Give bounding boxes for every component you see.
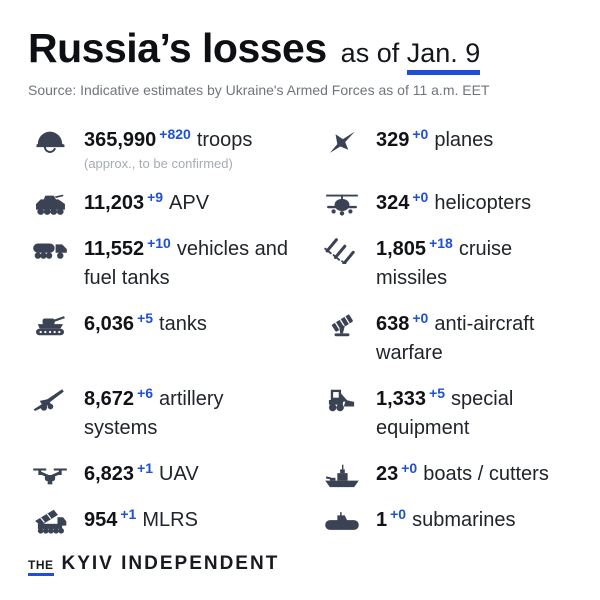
stat-text (376, 460, 588, 489)
uav-icon (28, 460, 72, 489)
stat-text (84, 460, 296, 489)
stat-item-cruise-missiles (320, 235, 588, 293)
stat-value: 6,823 (84, 463, 135, 485)
stat-delta: +1 (137, 460, 154, 476)
stat-label: special equipment (376, 388, 514, 439)
fighter-jet-icon (320, 126, 364, 155)
stat-label: helicopters (434, 192, 532, 214)
stat-delta: +18 (429, 235, 453, 251)
stat-item-submarines (320, 506, 588, 535)
stat-value: 954 (84, 509, 118, 531)
stat-label: UAV (159, 463, 199, 485)
source-text: Source: Indicative estimates by Ukraine's Armed Forces as of 11 a.m. EET (28, 82, 490, 98)
stat-label: tanks (159, 313, 207, 335)
stat-item-tanks (28, 310, 320, 368)
stat-delta: +0 (412, 126, 429, 142)
stat-label: submarines (412, 509, 516, 531)
stat-label: artillery systems (84, 388, 224, 439)
stat-delta: +10 (147, 235, 171, 251)
boat-icon (320, 460, 364, 489)
fuel-truck-icon (28, 235, 72, 264)
cruise-missiles-icon (320, 235, 364, 264)
brand-the: THE (28, 558, 54, 576)
brand-logo (28, 553, 588, 576)
artillery-icon (28, 385, 72, 414)
stat-value: 11,203 (84, 192, 145, 214)
mlrs-icon (28, 506, 72, 535)
stat-text (376, 126, 588, 155)
stat-text (84, 189, 296, 218)
stat-text (84, 506, 296, 535)
as-of-text (341, 38, 481, 69)
special-equipment-icon (320, 385, 364, 414)
page-title: Russia’s losses (28, 25, 327, 71)
stat-delta: +1 (120, 506, 137, 522)
stat-item-anti-aircraft (320, 310, 588, 368)
stats-grid (28, 126, 588, 535)
stat-value: 1 (376, 509, 388, 531)
stat-label: APV (169, 192, 210, 214)
stat-text (84, 235, 296, 293)
stat-label: MLRS (142, 509, 198, 531)
helmet-icon (28, 126, 72, 155)
submarine-icon (320, 506, 364, 535)
stat-value: 638 (376, 313, 410, 335)
stat-item-boats (320, 460, 588, 489)
stat-delta: +0 (412, 189, 429, 205)
tank-icon (28, 310, 72, 339)
stat-text (376, 189, 588, 218)
stat-delta: +0 (412, 310, 429, 326)
as-of-prefix: as of (340, 38, 400, 68)
stat-text (84, 310, 296, 339)
stat-item-troops (28, 126, 320, 172)
stat-delta: +5 (137, 310, 154, 326)
stat-item-special-equipment (320, 385, 588, 443)
stat-text (376, 235, 588, 293)
header (28, 24, 588, 72)
stat-item-helicopters (320, 189, 588, 218)
stat-item-apv (28, 189, 320, 218)
stat-delta: +0 (401, 460, 418, 476)
stat-text (376, 385, 588, 443)
apv-icon (28, 189, 72, 218)
as-of-date: Jan. 9 (407, 38, 481, 75)
stat-label: boats / cutters (423, 463, 549, 485)
stat-value: 1,805 (376, 238, 427, 260)
stat-label: vehicles and fuel tanks (84, 238, 289, 289)
anti-aircraft-icon (320, 310, 364, 339)
stat-value: 23 (376, 463, 399, 485)
stat-label: planes (434, 129, 494, 151)
stat-item-planes (320, 126, 588, 172)
stat-label: anti-aircraft warfare (376, 313, 535, 364)
stat-item-mlrs (28, 506, 320, 535)
stat-text (376, 310, 588, 368)
stat-delta: +820 (159, 126, 191, 142)
stat-value: 11,552 (84, 238, 145, 260)
stat-delta: +0 (390, 506, 407, 522)
stat-delta: +9 (147, 189, 164, 205)
stat-text (376, 506, 588, 535)
helicopter-icon (320, 189, 364, 218)
stat-value: 365,990 (84, 129, 157, 151)
stat-note: (approx., to be confirmed) (84, 156, 233, 171)
stat-text (84, 385, 296, 443)
stat-text (84, 126, 296, 172)
stat-item-artillery (28, 385, 320, 443)
stat-value: 1,333 (376, 388, 427, 410)
stat-value: 329 (376, 129, 410, 151)
stat-delta: +5 (429, 385, 446, 401)
brand-name: KYIV INDEPENDENT (61, 553, 280, 574)
stat-item-uav (28, 460, 320, 489)
stat-value: 324 (376, 192, 410, 214)
stat-value: 6,036 (84, 313, 135, 335)
stat-label: troops (196, 129, 253, 151)
stat-label: cruise missiles (376, 238, 513, 289)
stat-delta: +6 (137, 385, 154, 401)
stat-item-vehicles (28, 235, 320, 293)
stat-value: 8,672 (84, 388, 135, 410)
